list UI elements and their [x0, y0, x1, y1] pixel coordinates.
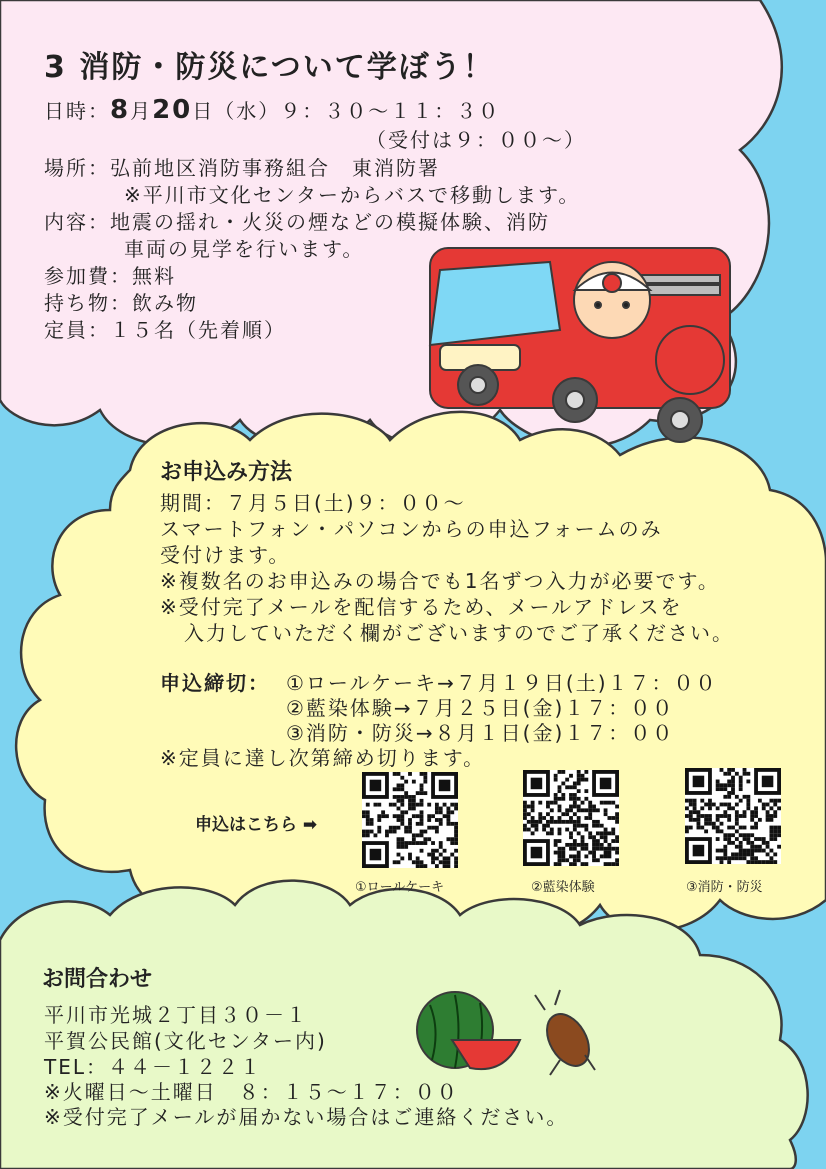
- qr-label-1: ①ロールケーキ: [355, 880, 445, 895]
- apply-line-1: スマートフォン・パソコンからの申込フォームのみ: [160, 517, 663, 541]
- contact-heading: お問合わせ: [42, 967, 153, 992]
- contact-hours: ※火曜日～土曜日 ８：１５～１７：００: [44, 1080, 459, 1104]
- section-title: 3 消防・防災について学ぼう！: [44, 50, 495, 85]
- content-line-2: 車両の見学を行います。: [124, 237, 365, 261]
- apply-note-2: ※受付完了メールを配信するため、メールアドレスを: [160, 595, 683, 619]
- contact-note: ※受付完了メールが届かない場合はご連絡ください。: [44, 1105, 569, 1129]
- contact-address: 平川市光城２丁目３０－１: [44, 1003, 308, 1027]
- apply-note-3: 入力していただく欄がございますのでご了承ください。: [184, 621, 734, 645]
- deadline-2: ②藍染体験→７月２５日(金)１７：００: [286, 696, 675, 720]
- capacity: 定員：１５名（先着順）: [44, 318, 286, 342]
- qr-code-roll-cake[interactable]: [362, 772, 458, 868]
- apply-note-1: ※複数名のお申込みの場合でも1名ずつ入力が必要です。: [160, 569, 720, 593]
- date-line: [44, 97, 500, 124]
- qr-label-2: ②藍染体験: [531, 880, 595, 895]
- deadline-label: 申込締切：: [160, 671, 270, 695]
- deadline-3: ③消防・防災→８月１日(金)１７：００: [286, 721, 675, 745]
- reception-time: （受付は９：００～）: [366, 128, 586, 152]
- deadline-1: ①ロールケーキ→７月１９日(土)１７：００: [286, 671, 718, 695]
- qr-label-3: ③消防・防災: [686, 880, 763, 895]
- date-month-unit: 月: [130, 99, 153, 123]
- qr-prompt: 申込はこちら ➡: [195, 815, 318, 835]
- qr-code-fire-safety[interactable]: [685, 768, 781, 864]
- date-label: 日時：: [44, 99, 110, 123]
- contact-tel: TEL：４４－１２２１: [44, 1055, 262, 1079]
- date-day: 20: [152, 95, 193, 125]
- deadline-note: ※定員に達し次第締め切ります。: [160, 746, 486, 770]
- fee: 参加費：無料: [44, 264, 176, 288]
- apply-period: 期間：７月５日(土)９：００～: [160, 491, 466, 515]
- date-rest: 日（水）９：３０～１１：３０: [192, 99, 501, 123]
- content-line-1: 内容：地震の揺れ・火災の煙などの模擬体験、消防: [44, 210, 550, 234]
- qr-code-indigo-dye[interactable]: [523, 770, 619, 866]
- contact-building: 平賀公民館(文化センター内): [44, 1029, 327, 1053]
- apply-line-2: 受付けます。: [160, 543, 291, 567]
- date-month: 8: [110, 95, 131, 125]
- place: 場所：弘前地区消防事務組合 東消防署: [44, 156, 440, 180]
- place-note: ※平川市文化センターからバスで移動します。: [124, 183, 581, 207]
- bring: 持ち物：飲み物: [44, 291, 198, 315]
- apply-heading: お申込み方法: [160, 460, 293, 485]
